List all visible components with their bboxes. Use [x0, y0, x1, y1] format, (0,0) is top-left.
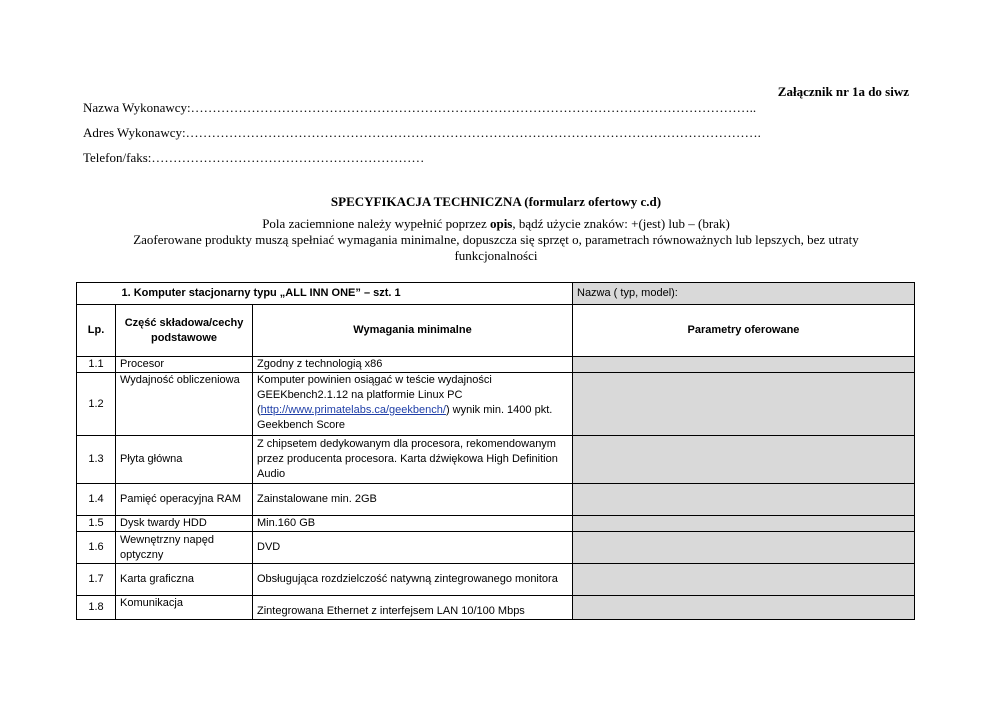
row-component: Pamięć operacyjna RAM — [116, 484, 253, 516]
row-component: Wewnętrzny napęd optyczny — [116, 532, 253, 564]
row-lp: 1.7 — [77, 564, 116, 596]
table-row — [77, 373, 915, 436]
table-row — [77, 596, 915, 620]
offered-parameter-input[interactable] — [573, 436, 915, 484]
table-row — [77, 564, 915, 596]
document-title: SPECYFIKACJA TECHNICZNA (formularz ofertowy c.d) — [330, 194, 662, 209]
row-component: Dysk twardy HDD — [116, 516, 253, 532]
table-row — [77, 357, 915, 373]
header-offered: Parametry oferowane — [573, 305, 915, 357]
specification-table — [76, 282, 915, 620]
geekbench-link[interactable]: http://www.primatelabs.ca/geekbench/ — [260, 404, 446, 416]
instruction-emphasis: opis — [489, 216, 513, 231]
row-component: Płyta główna — [116, 436, 253, 484]
header-row — [77, 305, 915, 357]
header-requirements: Wymagania minimalne — [253, 305, 573, 357]
header-lp: Lp. — [77, 305, 116, 357]
row-requirement: Z chipsetem dedykowanym dla procesora, rekomendowanym przez producenta procesora. Karta dźwiękowa High Definition Audio — [253, 436, 573, 484]
row-requirement: Min.160 GB — [253, 516, 573, 532]
offered-parameter-input[interactable] — [573, 596, 915, 620]
table-row — [77, 484, 915, 516]
header-component: Część składowa/cechy podstawowe — [116, 305, 253, 357]
table-row — [77, 532, 915, 564]
product-name-label: Nazwa ( typ, model): — [577, 287, 678, 299]
row-requirement: DVD — [253, 532, 573, 564]
table-row — [77, 436, 915, 484]
row-component: Komunikacja — [116, 596, 253, 620]
row-lp: 1.8 — [77, 596, 116, 620]
offered-parameter-input[interactable] — [573, 516, 915, 532]
row-lp: 1.1 — [77, 357, 116, 373]
product-heading: 1. Komputer stacjonarny typu „ALL INN ONE” – szt. 1 — [116, 283, 573, 305]
table-row — [77, 516, 915, 532]
row-lp: 1.4 — [77, 484, 116, 516]
row-requirement: Komputer powinien osiągać w teście wydajności GEEKbench2.1.12 na platformie Linux PC (http://www.primatelabs.ca/geekbench/) wynik min. 1400 pkt. Geekbench Score — [253, 373, 573, 436]
annex-label: Załącznik nr 1a do siwz — [777, 84, 909, 99]
offered-parameter-input[interactable] — [573, 532, 915, 564]
contractor-name-field[interactable]: Nazwa Wykonawcy:………………………………………………………………………………………………………………….. — [83, 100, 757, 115]
row-requirement: Zgodny z technologią x86 — [253, 357, 573, 373]
offered-parameter-input[interactable] — [573, 373, 915, 436]
row-lp: 1.2 — [77, 373, 116, 436]
offered-parameter-input[interactable] — [573, 564, 915, 596]
row-lp: 1.6 — [77, 532, 116, 564]
row-component: Wydajność obliczeniowa — [116, 373, 253, 436]
row-requirement: Zainstalowane min. 2GB — [253, 484, 573, 516]
row-component: Karta graficzna — [116, 564, 253, 596]
offered-parameter-input[interactable] — [573, 484, 915, 516]
product-name-cell[interactable] — [573, 283, 915, 305]
row-requirement: Obsługująca rozdzielczość natywną zintegrowanego monitora — [253, 564, 573, 596]
instruction-line-2: Zaoferowane produkty muszą spełniać wymagania minimalne, dopuszcza się sprzęt o, parametrach równoważnych lub lepszych, bez utraty funkcjonalności — [133, 232, 859, 263]
contractor-address-field[interactable]: Adres Wykonawcy:……………………………………………………………………………………………………………………. — [83, 125, 761, 140]
instructions — [95, 216, 897, 264]
row-requirement: Zintegrowana Ethernet z interfejsem LAN 10/100 Mbps — [253, 596, 573, 620]
offered-parameter-input[interactable] — [573, 357, 915, 373]
row-lp: 1.3 — [77, 436, 116, 484]
contractor-phone-field[interactable]: Telefon/faks:……………………………………………………… — [83, 150, 425, 165]
row-component: Procesor — [116, 357, 253, 373]
product-heading-row — [77, 283, 915, 305]
instruction-line-1: Pola zaciemnione należy wypełnić poprzez opis, bądź użycie znaków: +(jest) lub – (brak) — [262, 216, 730, 231]
row-lp: 1.5 — [77, 516, 116, 532]
